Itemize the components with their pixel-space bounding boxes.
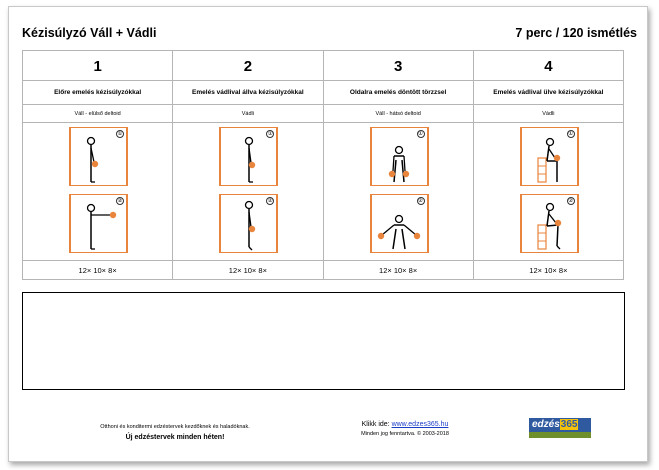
copyright: Minden jog fenntartva. © 2003-2018 bbox=[361, 431, 449, 437]
exercise-column-3 bbox=[324, 51, 474, 279]
step-badge: ② bbox=[568, 198, 574, 204]
exercise-figures bbox=[173, 123, 322, 261]
footer-tagline bbox=[80, 424, 270, 441]
notes-box[interactable] bbox=[22, 292, 625, 390]
page-title: Kézisúlyzó Váll + Vádli bbox=[22, 26, 157, 40]
logo-number: 365 bbox=[560, 419, 578, 430]
front-raise-end-icon bbox=[69, 194, 128, 253]
step-badge: ① bbox=[117, 131, 123, 137]
exercise-figures bbox=[23, 123, 172, 261]
exercise-name: Előre emelés kézisúlyzókkal bbox=[23, 81, 172, 105]
exercise-column-4 bbox=[474, 51, 623, 279]
exercise-figures bbox=[324, 123, 473, 261]
exercise-column-1 bbox=[23, 51, 173, 279]
exercise-muscle: Vádli bbox=[474, 105, 623, 123]
exercise-grid bbox=[22, 50, 624, 280]
exercise-number: 4 bbox=[474, 51, 623, 81]
footer-link-prefix: Klikk ide: bbox=[361, 421, 392, 428]
exercise-muscle: Vádli bbox=[173, 105, 322, 123]
exercise-muscle: Váll - elülső deltoid bbox=[23, 105, 172, 123]
step-badge: ① bbox=[267, 131, 273, 137]
bent-lateral-raise-start-icon bbox=[370, 127, 429, 186]
workout-summary: 7 perc / 120 ismétlés bbox=[515, 26, 637, 40]
exercise-reps: 12× 10× 8× bbox=[529, 266, 568, 275]
exercise-name: Emelés vádlival állva kézisúlyzókkal bbox=[173, 81, 322, 105]
step-badge: ② bbox=[267, 198, 273, 204]
standing-calf-raise-start-icon bbox=[219, 127, 278, 186]
exercise-column-2 bbox=[173, 51, 323, 279]
exercise-name: Oldalra emelés döntött törzzsel bbox=[324, 81, 473, 105]
exercise-muscle: Váll - hátsó deltoid bbox=[324, 105, 473, 123]
exercise-name: Emelés vádlival ülve kézisúlyzókkal bbox=[474, 81, 623, 105]
step-badge: ① bbox=[568, 131, 574, 137]
exercise-figures bbox=[474, 123, 623, 261]
step-badge: ② bbox=[117, 198, 123, 204]
logo-strip bbox=[529, 432, 591, 438]
edzes365-logo[interactable] bbox=[529, 418, 591, 438]
exercise-reps: 12× 10× 8× bbox=[228, 266, 267, 275]
footer-slogan: Új edzéstervek minden héten! bbox=[125, 434, 225, 441]
standing-calf-raise-end-icon bbox=[219, 194, 278, 253]
header bbox=[22, 26, 637, 44]
exercise-reps: 12× 10× 8× bbox=[379, 266, 418, 275]
seated-calf-raise-end-icon bbox=[520, 194, 579, 253]
website-link[interactable]: www.edzes365.hu bbox=[391, 421, 449, 428]
exercise-reps: 12× 10× 8× bbox=[78, 266, 117, 275]
front-raise-start-icon bbox=[69, 127, 128, 186]
footer-links bbox=[340, 421, 470, 437]
logo-wordmark bbox=[529, 418, 591, 432]
step-badge: ② bbox=[418, 198, 423, 204]
exercise-number: 1 bbox=[23, 51, 172, 81]
seated-calf-raise-start-icon bbox=[520, 127, 579, 186]
footer-link-line bbox=[340, 421, 470, 428]
footer-description: Otthoni és konditermi edzéstervek kezdőknek és haladóknak. bbox=[100, 424, 250, 430]
exercise-number: 2 bbox=[173, 51, 322, 81]
bent-lateral-raise-end-icon bbox=[370, 194, 429, 253]
step-badge: ① bbox=[418, 131, 423, 137]
exercise-number: 3 bbox=[324, 51, 473, 81]
logo-text: edzés bbox=[532, 419, 560, 430]
